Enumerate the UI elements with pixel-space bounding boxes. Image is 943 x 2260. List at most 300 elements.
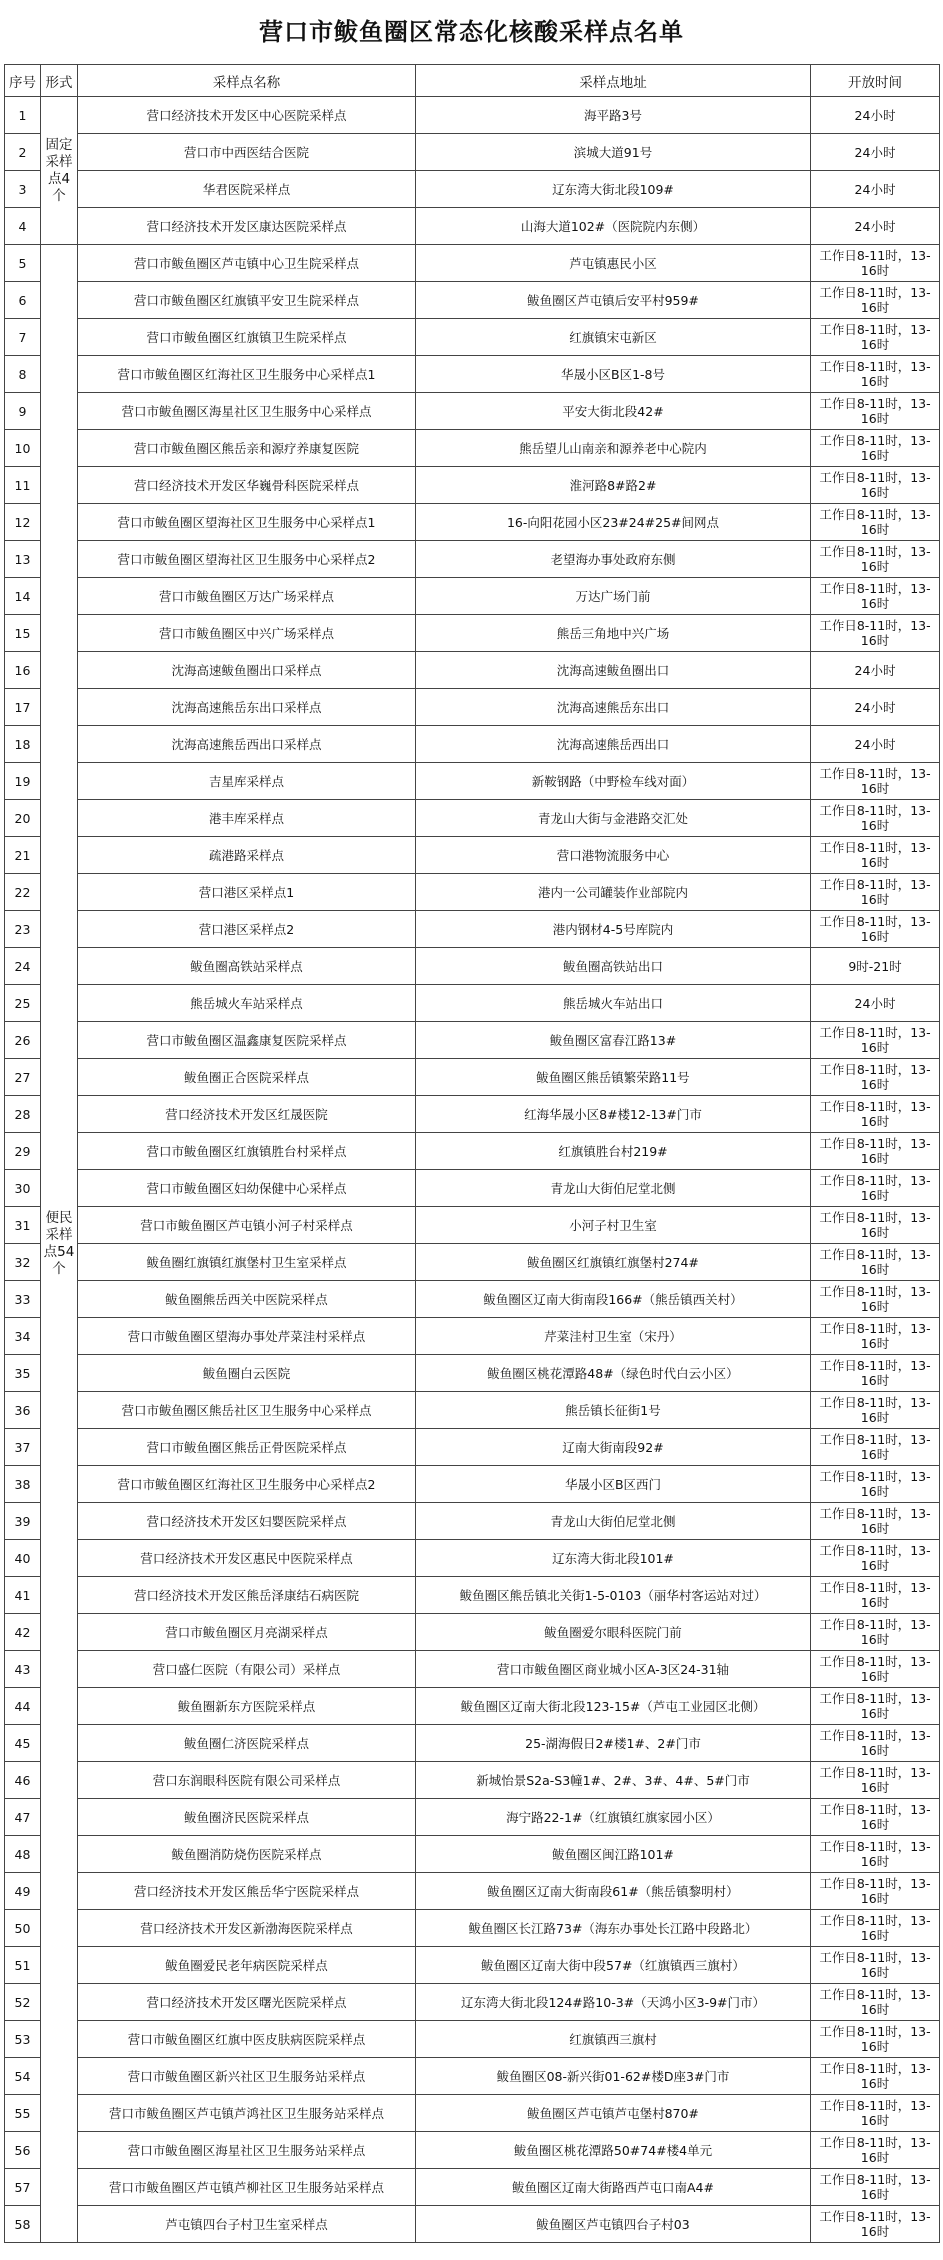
cell-site-address: 熊岳城火车站出口: [416, 985, 811, 1022]
cell-open-time: 工作日8-11时，13-16时: [811, 615, 940, 652]
cell-open-time: 工作日8-11时，13-16时: [811, 1799, 940, 1836]
cell-open-time: 工作日8-11时，13-16时: [811, 800, 940, 837]
cell-site-name: 营口市鲅鱼圈区中兴广场采样点: [78, 615, 416, 652]
cell-no: 24: [5, 948, 41, 985]
cell-open-time: 24小时: [811, 652, 940, 689]
cell-site-address: 鲅鱼圈区芦屯镇四台子村03: [416, 2206, 811, 2243]
table-row: [5, 985, 940, 1022]
cell-no: 47: [5, 1799, 41, 1836]
cell-no: 10: [5, 430, 41, 467]
cell-site-address: 鲅鱼圈区芦屯镇芦屯堡村870#: [416, 2095, 811, 2132]
cell-open-time: 工作日8-11时，13-16时: [811, 1725, 940, 1762]
cell-no: 9: [5, 393, 41, 430]
cell-site-name: 营口市鲅鱼圈区芦屯镇小河子村采样点: [78, 1207, 416, 1244]
cell-site-address: 营口市鲅鱼圈区商业城小区A-3区24-31轴: [416, 1651, 811, 1688]
cell-open-time: 工作日8-11时，13-16时: [811, 1836, 940, 1873]
cell-no: 19: [5, 763, 41, 800]
cell-no: 49: [5, 1873, 41, 1910]
table-row: [5, 578, 940, 615]
table-row: [5, 393, 940, 430]
table-row: [5, 837, 940, 874]
cell-open-time: 工作日8-11时，13-16时: [811, 245, 940, 282]
cell-site-name: 营口港区采样点1: [78, 874, 416, 911]
cell-site-name: 营口经济技术开发区中心医院采样点: [78, 97, 416, 134]
cell-open-time: 工作日8-11时，13-16时: [811, 837, 940, 874]
table-row: [5, 2095, 940, 2132]
cell-site-name: 营口经济技术开发区熊岳泽康结石病医院: [78, 1577, 416, 1614]
table-row: [5, 874, 940, 911]
cell-no: 40: [5, 1540, 41, 1577]
cell-site-address: 16-向阳花园小区23#24#25#间网点: [416, 504, 811, 541]
cell-site-address: 万达广场门前: [416, 578, 811, 615]
table-row: [5, 2132, 940, 2169]
table-row: [5, 430, 940, 467]
cell-no: 2: [5, 134, 41, 171]
cell-site-name: 营口经济技术开发区华巍骨科医院采样点: [78, 467, 416, 504]
cell-site-name: 熊岳城火车站采样点: [78, 985, 416, 1022]
table-row: [5, 2206, 940, 2243]
cell-site-address: 沈海高速熊岳西出口: [416, 726, 811, 763]
table-row: [5, 282, 940, 319]
cell-open-time: 工作日8-11时，13-16时: [811, 2169, 940, 2206]
cell-site-name: 营口市中西医结合医院: [78, 134, 416, 171]
cell-site-name: 营口盛仁医院（有限公司）采样点: [78, 1651, 416, 1688]
table-row: [5, 1355, 940, 1392]
cell-no: 58: [5, 2206, 41, 2243]
table-row: [5, 615, 940, 652]
cell-site-address: 芦屯镇惠民小区: [416, 245, 811, 282]
table-row: [5, 1614, 940, 1651]
header-time: 开放时间: [811, 65, 940, 97]
cell-site-name: 鲅鱼圈消防烧伤医院采样点: [78, 1836, 416, 1873]
cell-no: 36: [5, 1392, 41, 1429]
cell-site-address: 滨城大道91号: [416, 134, 811, 171]
cell-site-name: 鲅鱼圈红旗镇红旗堡村卫生室采样点: [78, 1244, 416, 1281]
cell-no: 42: [5, 1614, 41, 1651]
cell-open-time: 9时-21时: [811, 948, 940, 985]
table-row: [5, 1096, 940, 1133]
cell-no: 51: [5, 1947, 41, 1984]
cell-no: 34: [5, 1318, 41, 1355]
cell-site-address: 淮河路8#路2#: [416, 467, 811, 504]
cell-site-name: 营口市鲅鱼圈区海星社区卫生服务站采样点: [78, 2132, 416, 2169]
table-row: [5, 1836, 940, 1873]
cell-open-time: 工作日8-11时，13-16时: [811, 467, 940, 504]
table-row: [5, 1577, 940, 1614]
cell-site-address: 红海华晟小区8#楼12-13#门市: [416, 1096, 811, 1133]
cell-site-name: 营口市鲅鱼圈区温鑫康复医院采样点: [78, 1022, 416, 1059]
table-row: [5, 504, 940, 541]
cell-open-time: 工作日8-11时，13-16时: [811, 319, 940, 356]
table-row: [5, 652, 940, 689]
cell-open-time: 工作日8-11时，13-16时: [811, 356, 940, 393]
cell-open-time: 24小时: [811, 134, 940, 171]
cell-site-name: 营口经济技术开发区惠民中医院采样点: [78, 1540, 416, 1577]
cell-site-name: 鲅鱼圈正合医院采样点: [78, 1059, 416, 1096]
header-no: 序号: [5, 65, 41, 97]
table-row: [5, 1133, 940, 1170]
cell-site-address: 鲅鱼圈区辽南大街北段123-15#（芦屯工业园区北侧）: [416, 1688, 811, 1725]
cell-open-time: 工作日8-11时，13-16时: [811, 2021, 940, 2058]
cell-open-time: 24小时: [811, 97, 940, 134]
cell-site-address: 华晟小区B区1-8号: [416, 356, 811, 393]
cell-site-name: 营口市鲅鱼圈区熊岳亲和源疗养康复医院: [78, 430, 416, 467]
page-title: 营口市鲅鱼圈区常态化核酸采样点名单: [259, 18, 684, 46]
table-row: [5, 1429, 940, 1466]
cell-no: 53: [5, 2021, 41, 2058]
header-name: 采样点名称: [78, 65, 416, 97]
cell-open-time: 工作日8-11时，13-16时: [811, 1244, 940, 1281]
cell-no: 32: [5, 1244, 41, 1281]
cell-no: 39: [5, 1503, 41, 1540]
cell-open-time: 工作日8-11时，13-16时: [811, 1688, 940, 1725]
cell-site-name: 鲅鱼圈仁济医院采样点: [78, 1725, 416, 1762]
cell-site-address: 红旗镇西三旗村: [416, 2021, 811, 2058]
cell-form-group: 固定采样点4个: [41, 97, 78, 245]
cell-open-time: 工作日8-11时，13-16时: [811, 1281, 940, 1318]
cell-no: 38: [5, 1466, 41, 1503]
cell-site-name: 鲅鱼圈济民医院采样点: [78, 1799, 416, 1836]
cell-site-name: 疏港路采样点: [78, 837, 416, 874]
table-row: [5, 1651, 940, 1688]
cell-site-name: 营口市鲅鱼圈区望海办事处芹菜洼村采样点: [78, 1318, 416, 1355]
cell-no: 44: [5, 1688, 41, 1725]
table-row: [5, 911, 940, 948]
cell-site-address: 鲅鱼圈区辽南大街南段61#（熊岳镇黎明村）: [416, 1873, 811, 1910]
cell-site-address: 鲅鱼圈爱尔眼科医院门前: [416, 1614, 811, 1651]
table-row: [5, 1873, 940, 1910]
cell-site-name: 港丰库采样点: [78, 800, 416, 837]
cell-no: 3: [5, 171, 41, 208]
cell-no: 5: [5, 245, 41, 282]
cell-site-name: 营口经济技术开发区妇婴医院采样点: [78, 1503, 416, 1540]
cell-no: 11: [5, 467, 41, 504]
cell-site-name: 营口市鲅鱼圈区海星社区卫生服务中心采样点: [78, 393, 416, 430]
cell-site-address: 新城怡景S2a-S3幢1#、2#、3#、4#、5#门市: [416, 1762, 811, 1799]
cell-open-time: 工作日8-11时，13-16时: [811, 911, 940, 948]
cell-open-time: 工作日8-11时，13-16时: [811, 1429, 940, 1466]
cell-no: 29: [5, 1133, 41, 1170]
cell-site-name: 营口市鲅鱼圈区新兴社区卫生服务站采样点: [78, 2058, 416, 2095]
table-row: [5, 689, 940, 726]
cell-site-name: 营口市鲅鱼圈区红海社区卫生服务中心采样点2: [78, 1466, 416, 1503]
cell-site-address: 小河子村卫生室: [416, 1207, 811, 1244]
cell-open-time: 工作日8-11时，13-16时: [811, 1392, 940, 1429]
header-address: 采样点地址: [416, 65, 811, 97]
table-row: [5, 800, 940, 837]
cell-site-name: 营口经济技术开发区新渤海医院采样点: [78, 1910, 416, 1947]
table-row: [5, 763, 940, 800]
cell-no: 37: [5, 1429, 41, 1466]
table-row: [5, 319, 940, 356]
table-row: [5, 245, 940, 282]
cell-site-name: 营口市鲅鱼圈区望海社区卫生服务中心采样点2: [78, 541, 416, 578]
table-body: [5, 97, 940, 2243]
cell-site-name: 鲅鱼圈爱民老年病医院采样点: [78, 1947, 416, 1984]
table-row: [5, 2021, 940, 2058]
cell-open-time: 工作日8-11时，13-16时: [811, 282, 940, 319]
cell-open-time: 工作日8-11时，13-16时: [811, 2058, 940, 2095]
cell-open-time: 工作日8-11时，13-16时: [811, 874, 940, 911]
cell-site-name: 营口市鲅鱼圈区望海社区卫生服务中心采样点1: [78, 504, 416, 541]
cell-site-name: 营口市鲅鱼圈区妇幼保健中心采样点: [78, 1170, 416, 1207]
cell-no: 57: [5, 2169, 41, 2206]
cell-no: 28: [5, 1096, 41, 1133]
table-row: [5, 1244, 940, 1281]
cell-open-time: 工作日8-11时，13-16时: [811, 1022, 940, 1059]
cell-no: 48: [5, 1836, 41, 1873]
cell-open-time: 工作日8-11时，13-16时: [811, 1133, 940, 1170]
cell-open-time: 工作日8-11时，13-16时: [811, 1910, 940, 1947]
table-row: [5, 1466, 940, 1503]
cell-no: 16: [5, 652, 41, 689]
cell-open-time: 24小时: [811, 208, 940, 245]
cell-site-address: 鲅鱼圈区熊岳镇北关街1-5-0103（丽华村客运站对过）: [416, 1577, 811, 1614]
cell-site-address: 鲅鱼圈区闽江路101#: [416, 1836, 811, 1873]
cell-site-address: 华晟小区B区西门: [416, 1466, 811, 1503]
cell-site-address: 沈海高速鲅鱼圈出口: [416, 652, 811, 689]
cell-no: 18: [5, 726, 41, 763]
cell-site-address: 红旗镇宋屯新区: [416, 319, 811, 356]
cell-no: 43: [5, 1651, 41, 1688]
cell-no: 26: [5, 1022, 41, 1059]
cell-open-time: 工作日8-11时，13-16时: [811, 1984, 940, 2021]
cell-site-address: 平安大街北段42#: [416, 393, 811, 430]
table-row: [5, 2169, 940, 2206]
cell-site-name: 吉星库采样点: [78, 763, 416, 800]
cell-site-name: 鲅鱼圈熊岳西关中医院采样点: [78, 1281, 416, 1318]
table-row: [5, 1762, 940, 1799]
cell-site-address: 鲅鱼圈区芦屯镇后安平村959#: [416, 282, 811, 319]
cell-open-time: 工作日8-11时，13-16时: [811, 2095, 940, 2132]
cell-open-time: 工作日8-11时，13-16时: [811, 1577, 940, 1614]
cell-site-address: 熊岳望儿山南亲和源养老中心院内: [416, 430, 811, 467]
cell-site-address: 鲅鱼圈区熊岳镇繁荣路11号: [416, 1059, 811, 1096]
table-row: [5, 1207, 940, 1244]
cell-site-name: 鲅鱼圈高铁站采样点: [78, 948, 416, 985]
cell-open-time: 工作日8-11时，13-16时: [811, 1059, 940, 1096]
table-row: [5, 1725, 940, 1762]
table-row: [5, 171, 940, 208]
cell-open-time: 工作日8-11时，13-16时: [811, 1614, 940, 1651]
cell-site-address: 鲅鱼圈区桃花潭路48#（绿色时代白云小区）: [416, 1355, 811, 1392]
table-row: [5, 1984, 940, 2021]
cell-open-time: 工作日8-11时，13-16时: [811, 393, 940, 430]
cell-no: 46: [5, 1762, 41, 1799]
table-row: [5, 2058, 940, 2095]
cell-site-address: 鲅鱼圈区桃花潭路50#74#楼4单元: [416, 2132, 811, 2169]
table-row: [5, 948, 940, 985]
header-form: 形式: [41, 65, 78, 97]
table-row: [5, 1947, 940, 1984]
cell-no: 4: [5, 208, 41, 245]
table-row: [5, 1910, 940, 1947]
cell-open-time: 工作日8-11时，13-16时: [811, 541, 940, 578]
cell-site-name: 营口市鲅鱼圈区红旗镇卫生院采样点: [78, 319, 416, 356]
cell-no: 20: [5, 800, 41, 837]
cell-open-time: 工作日8-11时，13-16时: [811, 430, 940, 467]
cell-site-name: 营口东润眼科医院有限公司采样点: [78, 1762, 416, 1799]
table-row: [5, 1281, 940, 1318]
cell-site-name: 营口市鲅鱼圈区芦屯镇芦柳社区卫生服务站采样点: [78, 2169, 416, 2206]
cell-form-group: 便民采样点54个: [41, 245, 78, 2243]
cell-no: 15: [5, 615, 41, 652]
cell-site-address: 熊岳三角地中兴广场: [416, 615, 811, 652]
cell-open-time: 工作日8-11时，13-16时: [811, 763, 940, 800]
cell-site-address: 熊岳镇长征街1号: [416, 1392, 811, 1429]
cell-site-name: 华君医院采样点: [78, 171, 416, 208]
cell-no: 30: [5, 1170, 41, 1207]
table-row: [5, 208, 940, 245]
cell-site-name: 芦屯镇四台子村卫生室采样点: [78, 2206, 416, 2243]
cell-site-address: 辽南大街南段92#: [416, 1429, 811, 1466]
cell-no: 21: [5, 837, 41, 874]
cell-no: 22: [5, 874, 41, 911]
cell-site-name: 营口经济技术开发区红晟医院: [78, 1096, 416, 1133]
cell-no: 17: [5, 689, 41, 726]
cell-site-name: 营口市鲅鱼圈区红旗镇平安卫生院采样点: [78, 282, 416, 319]
cell-site-address: 鲅鱼圈高铁站出口: [416, 948, 811, 985]
table-row: [5, 134, 940, 171]
cell-site-address: 鲅鱼圈区08-新兴街01-62#楼D座3#门市: [416, 2058, 811, 2095]
table-row: [5, 541, 940, 578]
cell-no: 23: [5, 911, 41, 948]
table-row: [5, 1170, 940, 1207]
cell-no: 6: [5, 282, 41, 319]
cell-site-name: 营口港区采样点2: [78, 911, 416, 948]
cell-site-address: 港内钢材4-5号库院内: [416, 911, 811, 948]
sampling-sites-table: [4, 64, 940, 2243]
cell-site-address: 辽东湾大街北段124#路10-3#（天鸿小区3-9#门市）: [416, 1984, 811, 2021]
cell-site-name: 营口市鲅鱼圈区月亮湖采样点: [78, 1614, 416, 1651]
cell-open-time: 工作日8-11时，13-16时: [811, 2206, 940, 2243]
cell-site-address: 山海大道102#（医院院内东侧）: [416, 208, 811, 245]
cell-open-time: 24小时: [811, 689, 940, 726]
cell-site-name: 沈海高速鲅鱼圈出口采样点: [78, 652, 416, 689]
cell-site-name: 营口市鲅鱼圈区红海社区卫生服务中心采样点1: [78, 356, 416, 393]
cell-site-name: 营口经济技术开发区曙光医院采样点: [78, 1984, 416, 2021]
cell-site-address: 青龙山大街伯尼堂北侧: [416, 1170, 811, 1207]
cell-site-name: 沈海高速熊岳东出口采样点: [78, 689, 416, 726]
cell-open-time: 工作日8-11时，13-16时: [811, 1096, 940, 1133]
cell-site-name: 沈海高速熊岳西出口采样点: [78, 726, 416, 763]
cell-no: 31: [5, 1207, 41, 1244]
cell-no: 41: [5, 1577, 41, 1614]
cell-site-name: 营口市鲅鱼圈区万达广场采样点: [78, 578, 416, 615]
cell-site-name: 鲅鱼圈白云医院: [78, 1355, 416, 1392]
cell-site-address: 鲅鱼圈区辽南大街中段57#（红旗镇西三旗村）: [416, 1947, 811, 1984]
cell-site-address: 辽东湾大街北段101#: [416, 1540, 811, 1577]
table-row: [5, 726, 940, 763]
cell-open-time: 24小时: [811, 171, 940, 208]
cell-open-time: 工作日8-11时，13-16时: [811, 1355, 940, 1392]
cell-open-time: 工作日8-11时，13-16时: [811, 1207, 940, 1244]
cell-site-address: 芹菜洼村卫生室（宋丹）: [416, 1318, 811, 1355]
cell-site-name: 营口经济技术开发区康达医院采样点: [78, 208, 416, 245]
cell-open-time: 工作日8-11时，13-16时: [811, 1318, 940, 1355]
table-row: [5, 97, 940, 134]
table-row: [5, 1540, 940, 1577]
cell-open-time: 24小时: [811, 985, 940, 1022]
cell-site-address: 港内一公司罐装作业部院内: [416, 874, 811, 911]
cell-site-address: 鲅鱼圈区辽南大街南段166#（熊岳镇西关村）: [416, 1281, 811, 1318]
table-row: [5, 1318, 940, 1355]
cell-open-time: 24小时: [811, 726, 940, 763]
cell-site-address: 老望海办事处政府东侧: [416, 541, 811, 578]
cell-site-name: 鲅鱼圈新东方医院采样点: [78, 1688, 416, 1725]
cell-no: 27: [5, 1059, 41, 1096]
cell-site-address: 鲅鱼圈区长江路73#（海东办事处长江路中段路北）: [416, 1910, 811, 1947]
cell-no: 25: [5, 985, 41, 1022]
cell-no: 50: [5, 1910, 41, 1947]
cell-site-name: 营口市鲅鱼圈区熊岳社区卫生服务中心采样点: [78, 1392, 416, 1429]
cell-no: 56: [5, 2132, 41, 2169]
cell-no: 12: [5, 504, 41, 541]
cell-no: 45: [5, 1725, 41, 1762]
cell-open-time: 工作日8-11时，13-16时: [811, 1762, 940, 1799]
cell-open-time: 工作日8-11时，13-16时: [811, 1466, 940, 1503]
cell-site-address: 新鞍钢路（中野检车线对面）: [416, 763, 811, 800]
cell-site-name: 营口市鲅鱼圈区熊岳正骨医院采样点: [78, 1429, 416, 1466]
table-row: [5, 1059, 940, 1096]
table-row: [5, 1022, 940, 1059]
table-header-row: [5, 65, 940, 97]
cell-site-name: 营口市鲅鱼圈区芦屯镇芦鸿社区卫生服务站采样点: [78, 2095, 416, 2132]
cell-open-time: 工作日8-11时，13-16时: [811, 1540, 940, 1577]
table-row: [5, 356, 940, 393]
cell-site-address: 辽东湾大街北段109#: [416, 171, 811, 208]
cell-no: 33: [5, 1281, 41, 1318]
cell-site-address: 营口港物流服务中心: [416, 837, 811, 874]
cell-site-name: 营口市鲅鱼圈区红旗镇胜台村采样点: [78, 1133, 416, 1170]
cell-open-time: 工作日8-11时，13-16时: [811, 578, 940, 615]
cell-no: 1: [5, 97, 41, 134]
cell-site-address: 鲅鱼圈区辽南大街路西芦屯口南A4#: [416, 2169, 811, 2206]
cell-open-time: 工作日8-11时，13-16时: [811, 504, 940, 541]
table-row: [5, 1503, 940, 1540]
cell-no: 35: [5, 1355, 41, 1392]
cell-no: 55: [5, 2095, 41, 2132]
cell-no: 8: [5, 356, 41, 393]
cell-no: 14: [5, 578, 41, 615]
cell-site-address: 青龙山大街与金港路交汇处: [416, 800, 811, 837]
cell-no: 13: [5, 541, 41, 578]
cell-no: 54: [5, 2058, 41, 2095]
table-row: [5, 1799, 940, 1836]
cell-open-time: 工作日8-11时，13-16时: [811, 1873, 940, 1910]
cell-open-time: 工作日8-11时，13-16时: [811, 2132, 940, 2169]
cell-site-address: 鲅鱼圈区富春江路13#: [416, 1022, 811, 1059]
table-row: [5, 1392, 940, 1429]
cell-site-address: 青龙山大街伯尼堂北侧: [416, 1503, 811, 1540]
cell-site-name: 营口市鲅鱼圈区芦屯镇中心卫生院采样点: [78, 245, 416, 282]
table-row: [5, 467, 940, 504]
cell-no: 7: [5, 319, 41, 356]
cell-site-address: 海宁路22-1#（红旗镇红旗家园小区）: [416, 1799, 811, 1836]
table-row: [5, 1688, 940, 1725]
cell-site-address: 沈海高速熊岳东出口: [416, 689, 811, 726]
cell-open-time: 工作日8-11时，13-16时: [811, 1947, 940, 1984]
cell-site-address: 鲅鱼圈区红旗镇红旗堡村274#: [416, 1244, 811, 1281]
cell-site-name: 营口经济技术开发区熊岳华宁医院采样点: [78, 1873, 416, 1910]
cell-site-name: 营口市鲅鱼圈区红旗中医皮肤病医院采样点: [78, 2021, 416, 2058]
cell-site-address: 红旗镇胜台村219#: [416, 1133, 811, 1170]
cell-open-time: 工作日8-11时，13-16时: [811, 1651, 940, 1688]
cell-open-time: 工作日8-11时，13-16时: [811, 1170, 940, 1207]
cell-site-address: 25-湖海假日2#楼1#、2#门市: [416, 1725, 811, 1762]
cell-site-address: 海平路3号: [416, 97, 811, 134]
cell-no: 52: [5, 1984, 41, 2021]
